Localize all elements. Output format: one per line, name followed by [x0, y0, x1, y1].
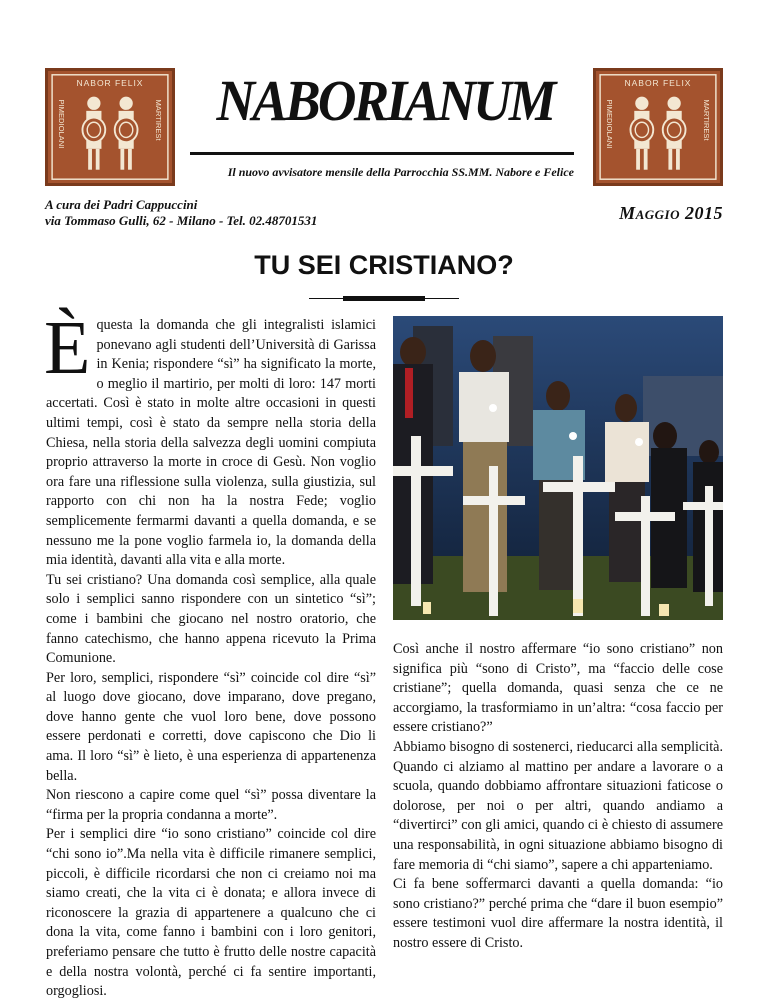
logo-top-text: NABOR FELIX [76, 78, 144, 89]
dropcap: È [44, 306, 91, 390]
saints-emblem-icon [48, 71, 172, 183]
issue-date: Maggio 2015 [619, 203, 723, 223]
article-paragraph: Per loro, semplici, rispondere “sì” coincide col dire “sì” al luogo dove giocano, dove imparano, dove pregano, dove hanno gente che vuol loro bene, dove possono essere perdonati e corretti, dove capiscono che Dio li ama. Il loro “sì” è lieto, è una esperienza di appartenenza bella. [46, 669, 376, 784]
logo-left-text: PIMEDIOLANI [57, 99, 67, 149]
newsletter-subtitle: Il nuovo avvisatore mensile della Parrocchia SS.MM. Nabore e Felice [227, 165, 574, 179]
saints-emblem-icon [596, 71, 720, 183]
article-column-left [44, 306, 376, 1002]
article-headline: TU SEI CRISTIANO? [254, 250, 514, 280]
logo-right-text: MARTIRESt [153, 99, 163, 141]
article-paragraph: È questa la domanda che gli integralisti islamici ponevano agli studenti dell’Università di Garissa in Kenia; rispondere “sì” ha significato la morte, o meglio il martirio, per molti di loro: 147 morti accertati. Così è stato in molte altre occasioni in questi ultimi tempi, così è stato da sempre nella storia della Chiesa, nella storia della salvezza degli uomini compiuta proprio attraverso la morte in croce di Gesù. Non voglio ora fare una riflessione sulla violenza, sulla giustizia, sul rapporto con chi non ha la nostra Fede; voglio semplicemente fermarmi davanti a quella domanda, e se nessuno me la pone voglio farmela io, la domanda della mia identità, davanti alla vita e alla morte. [44, 306, 376, 569]
parish-logo-left [45, 68, 175, 186]
headline-divider-accent [343, 296, 425, 301]
article-paragraph: Ci fa bene soffermarci davanti a quella domanda: “io sono cristiano?” perché prima che “dare il buon esempio” essere testimoni vuol dire affermare la nostra identità, il nostro essere di Cristo. [393, 876, 723, 951]
vigil-photo [393, 316, 723, 620]
article-paragraph: Tu sei cristiano? Una domanda così semplice, alla quale solo i semplici sanno rispondere con un sintetico “sì”; come i bambini che giocano nel nostro oratorio, che fanno catechismo, che hanno appena ricevuto la Prima Comunione. [46, 571, 376, 667]
vigil-photo-illustration [393, 316, 723, 620]
curator-address: via Tommaso Gulli, 62 - Milano - Tel. 02.48701531 [45, 213, 318, 228]
logo-left-text: PIMEDIOLANI [605, 99, 615, 149]
logo-top-text: NABOR FELIX [624, 78, 692, 89]
article-paragraph: Non riescono a capire come quel “sì” possa diventare la “firma per la propria condanna a morte”. [46, 787, 376, 823]
article-paragraph: Per i semplici dire “io sono cristiano” coincide col dire “chi sono io”.Ma nella vita è difficile rimanere semplici, piccoli, è difficile ricordarsi che non ci creiamo noi ma siamo creati, che la vita ci è donata; e allora invece di riconoscere la grazia di appartenere a qualcuno che ci dona la vita, come fanno i bambini con i loro genitori, preferiamo pensare che tutto è frutto delle nostre capacità e della nostra volontà, perché ci fa sentire importanti, orgogliosi. [46, 826, 376, 1000]
logo-right-text: MARTIRESt [701, 99, 711, 141]
article-column-right [393, 640, 723, 954]
curator-info [45, 197, 317, 229]
parish-logo-right [593, 68, 723, 186]
article-paragraph: Così anche il nostro affermare “io sono cristiano” non significa più “sono di Cristo”, ma “faccio delle cose cristiane”; quella domanda, quasi senza che ce ne accorgiamo, la trasformiamo in un’altra: “cosa faccio per essere cristiano?” [393, 641, 723, 736]
newsletter-title: NABORIANUM [216, 68, 554, 133]
curator-line-1: A cura dei Padri Cappuccini [45, 197, 198, 212]
article-paragraph: Abbiamo bisogno di sostenerci, rieducarci alla semplicità. Quando ci alziamo al mattino per andare a lavorare o a scuola, quando dobbiamo affrontare situazioni faticose o dolorose, per noi o per altri, quando andiamo a “divertirci” con gli amici, quando ci è chiesto di assumere una responsabilità, in ogni situazione abbiamo bisogno di fare memoria di “chi siamo”, sapere a chi apparteniamo. [393, 738, 723, 873]
masthead-divider [190, 152, 574, 155]
